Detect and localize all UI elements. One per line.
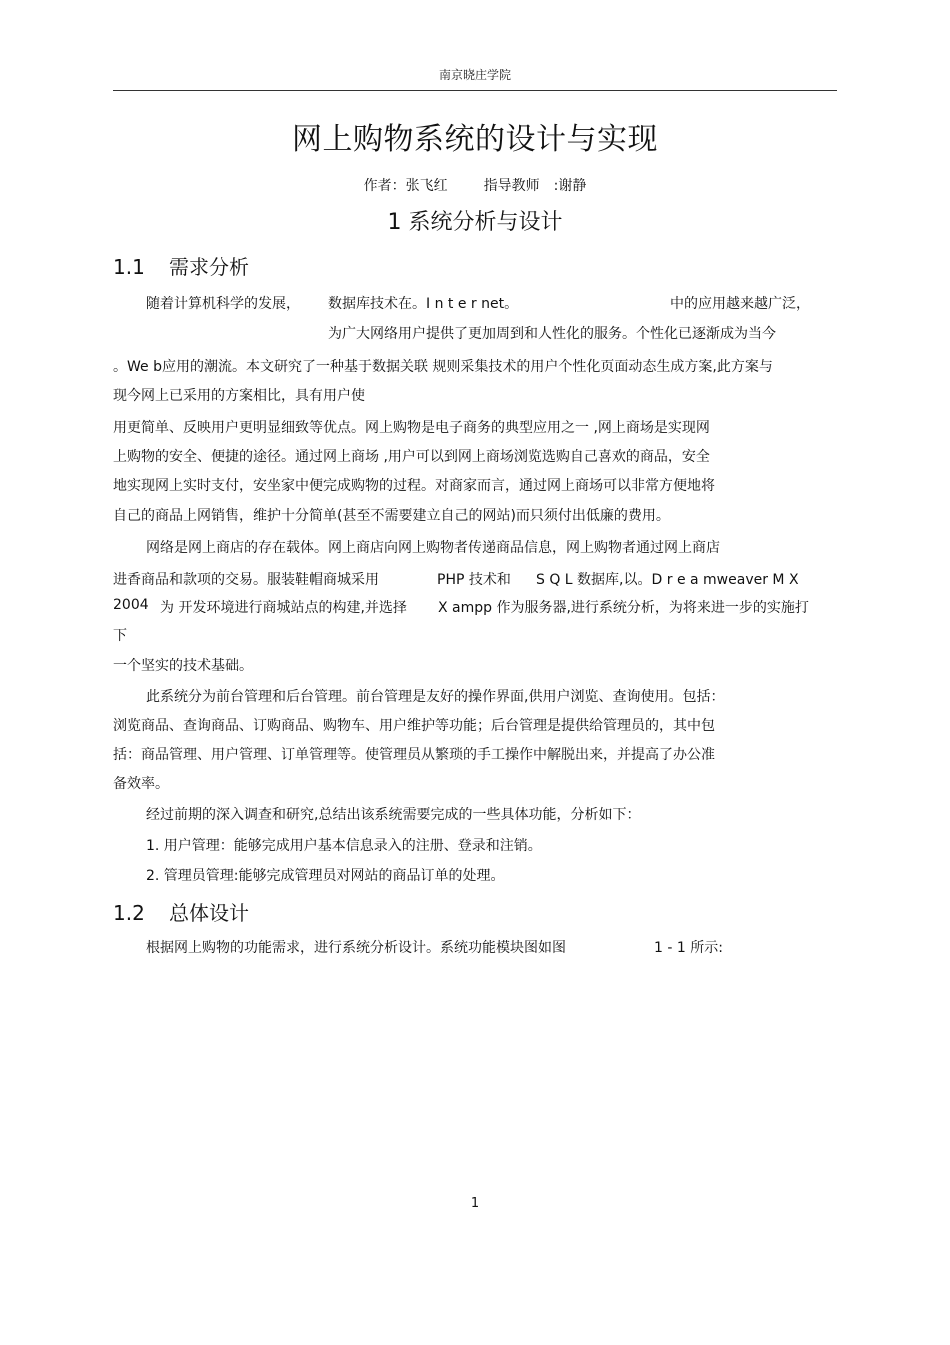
body-text: X ampp 作为服务器,进行系统分析，为将来进一步的实施打 bbox=[438, 600, 809, 616]
section-title: 需求分析 bbox=[169, 255, 249, 279]
author-name: 作者：张飞红 bbox=[363, 178, 448, 194]
section-number: 1.1 bbox=[113, 255, 145, 279]
body-text: S Q L 数据库,以。D r e a mweaver M X bbox=[536, 572, 799, 588]
advisor-name: 指导教师 :谢静 bbox=[483, 178, 587, 194]
body-text: 地实现网上实时支付，安坐家中便完成购物的过程。对商家而言，通过网上商场可以非常方便地将 bbox=[113, 478, 715, 494]
section-heading-1-2 bbox=[113, 897, 249, 926]
body-text: 为广大网络用户提供了更加周到和人性化的服务。个性化已逐渐成为当今 bbox=[328, 326, 776, 342]
section-heading-1-1 bbox=[113, 251, 249, 280]
body-text: 用更简单、反映用户更明显细致等优点。网上购物是电子商务的典型应用之一 ,网上商场是实现网 bbox=[113, 420, 710, 436]
page-number: 1 bbox=[470, 1196, 480, 1211]
list-item: 1. 用户管理：能够完成用户基本信息录入的注册、登录和注销。 bbox=[146, 838, 542, 854]
body-text: 经过前期的深入调查和研究,总结出该系统需要完成的一些具体功能，分析如下： bbox=[146, 807, 641, 823]
body-text: 此系统分为前台管理和后台管理。前台管理是友好的操作界面,供用户浏览、查询使用。包括： bbox=[146, 689, 725, 705]
header-rule bbox=[113, 90, 837, 91]
body-text: 自己的商品上网销售，维护十分简单(甚至不需要建立自己的网站)而只须付出低廉的费用。 bbox=[113, 508, 670, 524]
body-text: 括：商品管理、用户管理、订单管理等。使管理员从繁琐的手工操作中解脱出来，并提高了办公准 bbox=[113, 747, 715, 763]
body-text: 随着计算机科学的发展， bbox=[146, 296, 300, 312]
body-text: 备效率。 bbox=[113, 776, 169, 792]
figure-reference: 1 - 1 所示: bbox=[654, 940, 723, 956]
section-number: 1.2 bbox=[113, 901, 145, 925]
body-text: 下 bbox=[113, 628, 127, 644]
body-text: PHP 技术和 bbox=[437, 572, 511, 588]
body-text: 。We b应用的潮流。本文研究了一种基于数据关联 规则采集技术的用户个性化页面动态生成方案,此方案与 bbox=[113, 359, 773, 375]
body-text: 进香商品和款项的交易。服装鞋帽商城采用 bbox=[113, 572, 379, 588]
body-text: 浏览商品、查询商品、订购商品、购物车、用户维护等功能；后台管理是提供给管理员的，其中包 bbox=[113, 718, 715, 734]
body-text: 为 开发环境进行商城站点的构建,并选择 bbox=[160, 600, 407, 616]
body-text: 2004 bbox=[113, 597, 149, 613]
running-header: 南京晓庄学院 bbox=[438, 68, 511, 82]
body-text: 一个坚实的技术基础。 bbox=[113, 658, 253, 674]
chapter-heading: 1 系统分析与设计 bbox=[387, 210, 563, 235]
body-text: 网络是网上商店的存在载体。网上商店向网上购物者传递商品信息，网上购物者通过网上商店 bbox=[146, 540, 720, 556]
body-text: 中的应用越来越广泛， bbox=[670, 296, 810, 312]
body-text: 数据库技术在。I n t e r net。 bbox=[328, 296, 519, 312]
body-text: 现今网上已采用的方案相比，具有用户使 bbox=[113, 388, 365, 404]
body-text: 上购物的安全、便捷的途径。通过网上商场 ,用户可以到网上商场浏览选购自己喜欢的商品，安全 bbox=[113, 449, 710, 465]
list-item: 2. 管理员管理:能够完成管理员对网站的商品订单的处理。 bbox=[146, 868, 505, 884]
document-title: 网上购物系统的设计与实现 bbox=[292, 122, 658, 157]
author-line bbox=[0, 175, 950, 195]
body-text: 根据网上购物的功能需求，进行系统分析设计。系统功能模块图如图 bbox=[146, 940, 566, 956]
section-title: 总体设计 bbox=[169, 901, 249, 925]
